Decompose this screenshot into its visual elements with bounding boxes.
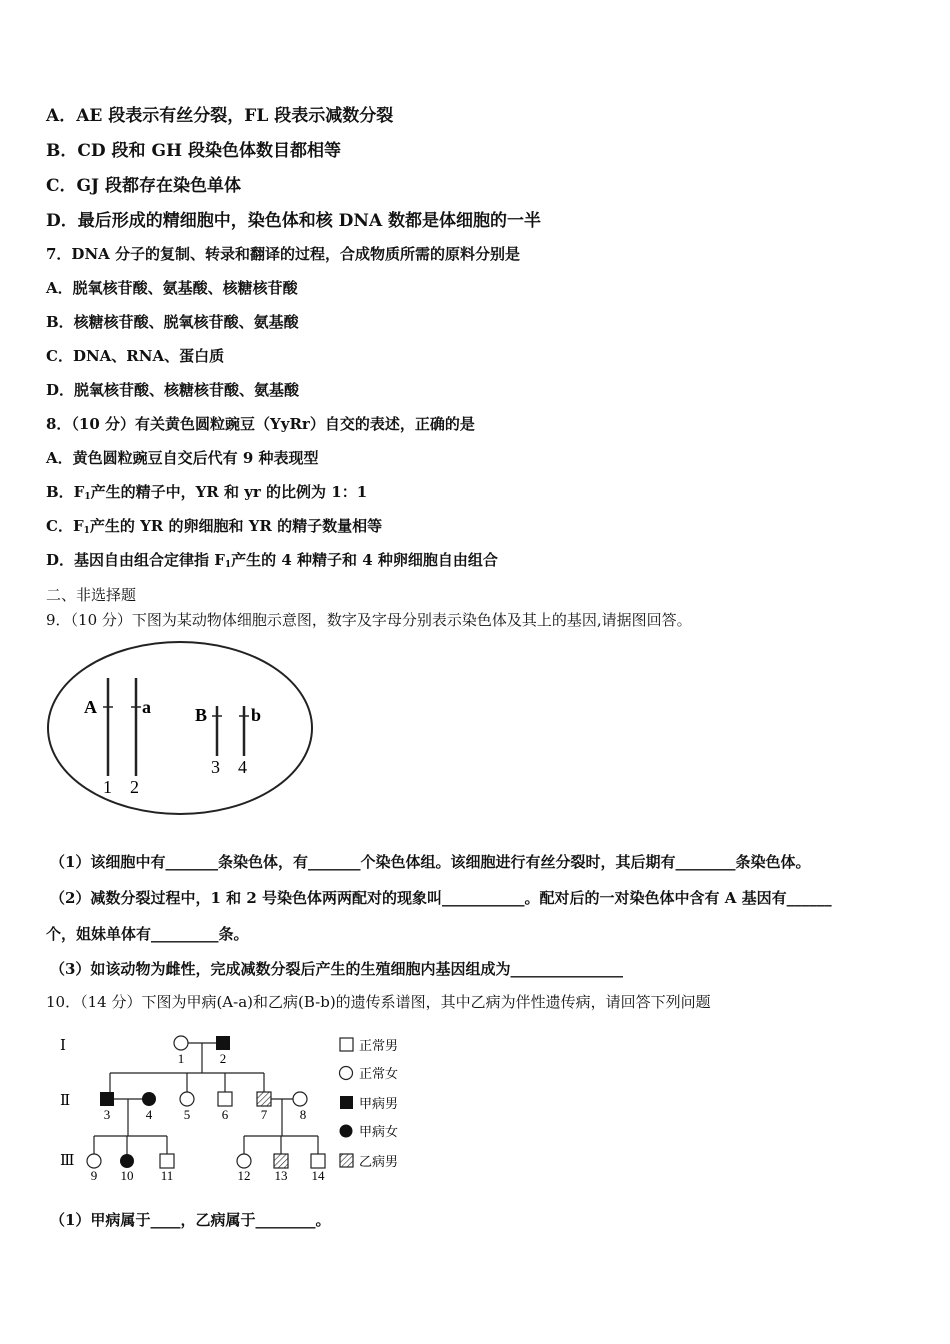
label-2: 2 (219, 1051, 227, 1066)
legend-normal-male: 正常男 (359, 1038, 399, 1053)
legend-normal-male-icon (340, 1038, 353, 1051)
q9-part2-line1: （2）减数分裂过程中，1 和 2 号染色体两两配对的现象叫___________。配对后的一对染色体中含有 A 基因有______ (50, 889, 832, 907)
individual-12 (237, 1154, 251, 1168)
individual-3 (100, 1092, 114, 1106)
q6-option-d: D．最后形成的精细胞中，染色体和核 DNA 数都是体细胞的一半 (46, 211, 542, 231)
q10-stem: 10．（14 分）下图为甲病(A-a)和乙病(B-b)的遗传系谱图，其中乙病为伴性遗传病，请回答下列问题 (46, 993, 711, 1011)
label-4: 4 (145, 1107, 153, 1122)
label-13: 13 (274, 1168, 288, 1183)
chromosome-number-2: 2 (130, 777, 139, 797)
chromosome-number-4: 4 (238, 757, 247, 777)
label-9: 9 (90, 1168, 98, 1183)
q7-option-b: B．核糖核苷酸、脱氧核苷酸、氨基酸 (46, 313, 299, 331)
legend-normal-female: 正常女 (359, 1066, 399, 1081)
gene-label-B: B (195, 705, 208, 725)
gene-label-b: b (251, 705, 262, 725)
individual-9 (87, 1154, 101, 1168)
generation-II: Ⅱ (60, 1093, 71, 1109)
chromosome-number-1: 1 (103, 777, 112, 797)
individual-13 (274, 1154, 288, 1168)
individual-14 (311, 1154, 325, 1168)
individual-2 (216, 1036, 230, 1050)
q9-part1: （1）该细胞中有_______条染色体，有_______个染色体组。该细胞进行有丝分裂时，其后期有________条染色体。 (50, 853, 811, 871)
q7-option-d: D．脱氧核苷酸、核糖核苷酸、氨基酸 (46, 381, 300, 399)
cell-diagram (44, 638, 316, 818)
individual-7 (257, 1092, 271, 1106)
label-3: 3 (103, 1107, 111, 1122)
q8-option-d: D．基因自由组合定律指 $F_1$产生的 4 种精子和 4 种卵细胞自由组合 (46, 551, 498, 570)
legend-disease-b-male-icon (340, 1154, 353, 1167)
q8-option-a: A．黄色圆粒豌豆自交后代有 9 种表现型 (46, 449, 319, 467)
q10-part1: （1）甲病属于____，乙病属于________。 (50, 1211, 331, 1229)
individual-8 (293, 1092, 307, 1106)
pedigree-chart (50, 1028, 430, 1188)
individual-11 (160, 1154, 174, 1168)
q8-option-b: B．$F_1$产生的精子中，YR 和 yr 的比例为 1：1 (46, 483, 368, 502)
q8-option-c: C．$F_1$产生的 YR 的卵细胞和 YR 的精子数量相等 (46, 517, 383, 536)
legend-disease-a-female-icon (340, 1125, 353, 1138)
gene-label-a: a (142, 697, 151, 717)
label-6: 6 (221, 1107, 229, 1122)
chromosome-number-3: 3 (211, 757, 220, 777)
label-10: 10 (120, 1168, 134, 1183)
q7-option-a: A．脱氧核苷酸、氨基酸、核糖核苷酸 (46, 279, 298, 297)
q6-option-c: C．GJ 段都存在染色单体 (46, 176, 242, 196)
gene-label-A: A (84, 697, 97, 717)
legend-normal-female-icon (340, 1067, 353, 1080)
generation-I: Ⅰ (60, 1038, 66, 1054)
individual-1 (174, 1036, 188, 1050)
legend-disease-a-male-icon (340, 1096, 353, 1109)
label-14: 14 (311, 1168, 325, 1183)
label-1: 1 (177, 1051, 185, 1066)
individual-4 (142, 1092, 156, 1106)
legend-disease-b-male: 乙病男 (359, 1154, 399, 1169)
q7-stem: 7．DNA 分子的复制、转录和翻译的过程，合成物质所需的原料分别是 (46, 245, 521, 263)
legend-disease-a-female: 甲病女 (359, 1124, 399, 1139)
q6-option-b: B．CD 段和 GH 段染色体数目都相等 (46, 141, 341, 161)
q9-part2-line2: 个，姐妹单体有_________条。 (46, 925, 249, 943)
individual-10 (120, 1154, 134, 1168)
generation-III: Ⅲ (60, 1153, 75, 1169)
q6-option-a: A．AE 段表示有丝分裂，FL 段表示减数分裂 (46, 106, 394, 126)
label-12: 12 (237, 1168, 251, 1183)
individual-5 (180, 1092, 194, 1106)
q9-stem: 9．（10 分）下图为某动物体细胞示意图，数字及字母分别表示染色体及其上的基因,请据图回答。 (46, 611, 692, 629)
label-11: 11 (160, 1168, 174, 1183)
individual-6 (218, 1092, 232, 1106)
q9-part3: （3）如该动物为雌性，完成减数分裂后产生的生殖细胞内基因组成为_______________ (50, 960, 623, 978)
q7-option-c: C．DNA、RNA、蛋白质 (46, 347, 225, 365)
label-5: 5 (183, 1107, 191, 1122)
label-8: 8 (299, 1107, 307, 1122)
label-7: 7 (260, 1107, 268, 1122)
section-heading: 二、非选择题 (46, 586, 137, 604)
legend-disease-a-male: 甲病男 (359, 1096, 399, 1111)
q8-stem: 8．（10 分）有关黄色圆粒豌豆（YyRr）自交的表述，正确的是 (46, 415, 475, 433)
